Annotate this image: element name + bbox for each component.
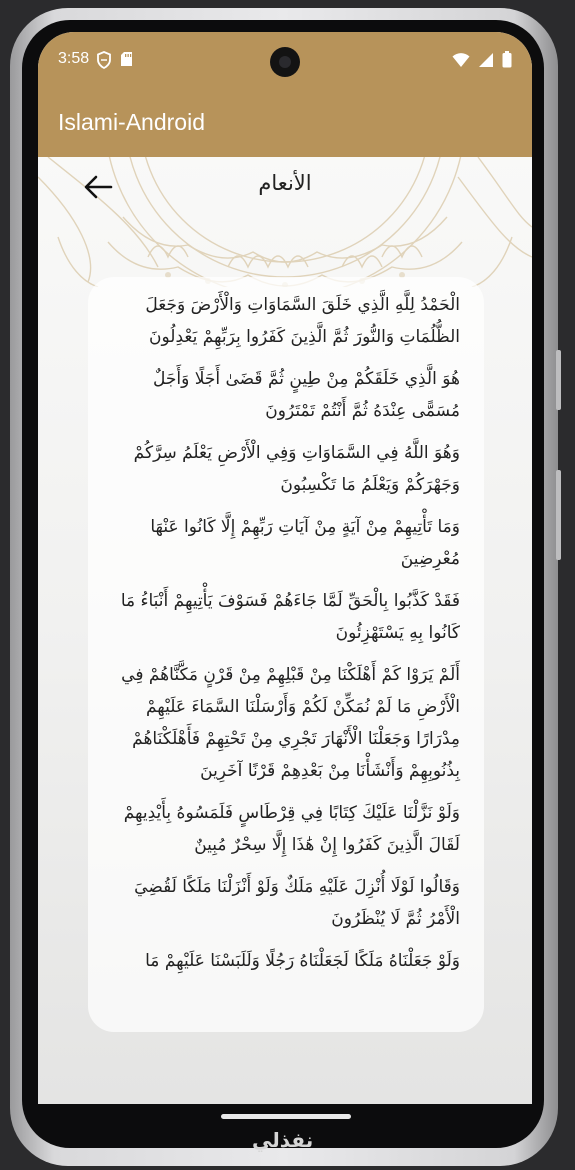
verse-item: هُوَ الَّذِي خَلَقَكُمْ مِنْ طِينٍ ثُمَّ قَضَىٰ أَجَلًا وَأَجَلٌ مُسَمًّى عِنْدَهُ ثُمَّ أَنْتُمْ تَمْتَرُونَ bbox=[153, 369, 460, 421]
volume-button bbox=[556, 470, 561, 560]
app-screen bbox=[38, 32, 532, 1104]
verse-item: وَهُوَ اللَّهُ فِي السَّمَاوَاتِ وَفِي الْأَرْضِ يَعْلَمُ سِرَّكُمْ وَجَهْرَكُمْ وَيَعْلَمُ مَا تَكْسِبُونَ bbox=[133, 443, 460, 495]
front-camera bbox=[270, 47, 300, 77]
status-left-icons bbox=[96, 51, 133, 73]
arrow-back-icon bbox=[83, 174, 113, 200]
wifi-icon bbox=[452, 52, 470, 72]
watermark: نفذلي bbox=[252, 1128, 314, 1152]
verse-item: أَلَمْ يَرَوْا كَمْ أَهْلَكْنَا مِنْ قَبْلِهِمْ مِنْ قَرْنٍ مَكَّنَّاهُمْ فِي الْأَرْضِ مَا لَمْ نُمَكِّنْ لَكُمْ وَأَرْسَلْنَا السَّمَاءَ عَلَيْهِمْ مِدْرَارًا وَجَعَلْنَا الْأَنْهَارَ تَجْرِي مِنْ تَحْتِهِمْ فَأَهْلَكْنَاهُمْ بِذُنُوبِهِمْ وَأَنْشَأْنَا مِنْ بَعْدِهِمْ قَرْنًا آخَرِينَ bbox=[121, 665, 460, 781]
status-time: 3:58 bbox=[58, 50, 90, 67]
sura-title: الأنعام bbox=[258, 171, 312, 195]
power-button bbox=[556, 350, 561, 410]
status-right-icons bbox=[452, 51, 512, 72]
verse-item: فَقَدْ كَذَّبُوا بِالْحَقِّ لَمَّا جَاءَهُمْ فَسَوْفَ يَأْتِيهِمْ أَنْبَاءُ مَا كَانُوا بِهِ يَسْتَهْزِئُونَ bbox=[120, 591, 460, 643]
back-button[interactable] bbox=[78, 167, 118, 207]
sd-card-icon bbox=[120, 51, 133, 73]
verse-item: وَلَوْ نَزَّلْنَا عَلَيْكَ كِتَابًا فِي قِرْطَاسٍ فَلَمَسُوهُ بِأَيْدِيهِمْ لَقَالَ الَّذِينَ كَفَرُوا إِنْ هَٰذَا إِلَّا سِحْرٌ مُبِينٌ bbox=[123, 803, 460, 855]
verse-item: وَمَا تَأْتِيهِمْ مِنْ آيَةٍ مِنْ آيَاتِ رَبِّهِمْ إِلَّا كَانُوا عَنْهَا مُعْرِضِينَ bbox=[150, 517, 460, 569]
sura-header bbox=[38, 157, 532, 287]
app-bar bbox=[38, 32, 532, 157]
app-title: Islami-Android bbox=[58, 109, 205, 135]
verse-item: وَقَالُوا لَوْلَا أُنْزِلَ عَلَيْهِ مَلَكٌ وَلَوْ أَنْزَلْنَا مَلَكًا لَقُضِيَ الْأَمْرُ ثُمَّ لَا يُنْظَرُونَ bbox=[134, 877, 460, 929]
home-indicator[interactable] bbox=[221, 1114, 351, 1119]
signal-icon bbox=[478, 52, 494, 72]
shield-icon bbox=[96, 51, 112, 73]
verses-list[interactable] bbox=[88, 277, 484, 1032]
verse-item: الْحَمْدُ لِلَّهِ الَّذِي خَلَقَ السَّمَاوَاتِ وَالْأَرْضَ وَجَعَلَ الظُّلُمَاتِ وَالنُّورَ ثُمَّ الَّذِينَ كَفَرُوا بِرَبِّهِمْ يَعْدِلُونَ bbox=[145, 295, 460, 347]
verse-item: وَلَوْ جَعَلْنَاهُ مَلَكًا لَجَعَلْنَاهُ رَجُلًا وَلَلَبَسْنَا عَلَيْهِمْ مَا bbox=[145, 951, 460, 971]
battery-icon bbox=[502, 51, 512, 72]
